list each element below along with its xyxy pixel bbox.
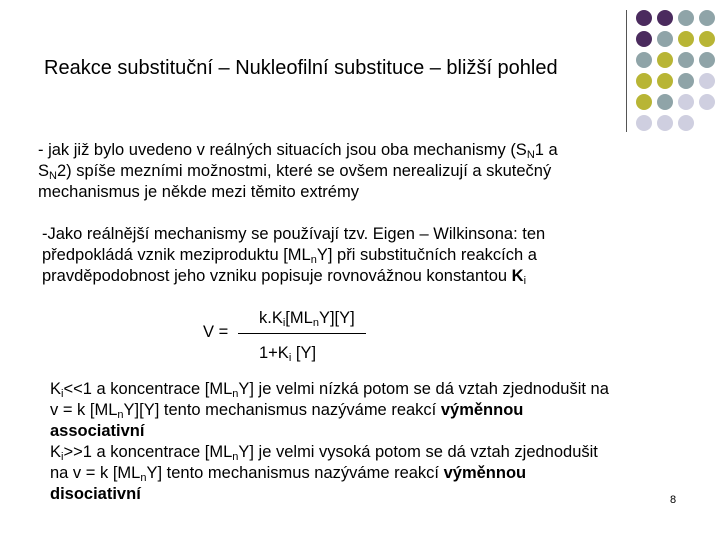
decorative-dot bbox=[699, 10, 715, 26]
decorative-dot bbox=[636, 73, 652, 89]
formula-numerator: $k.K_i[ML_nY][Y]$ bbox=[259, 309, 355, 329]
term-associative: associativní bbox=[50, 422, 145, 440]
fraction-bar bbox=[238, 333, 366, 334]
decorative-dot bbox=[678, 10, 694, 26]
paragraph-limiting-cases: $K_i<<1$ a koncentrace $[ML_nY]$ je velmi nízká potom se dá vztah zjednodušit na v = k $[ML_nY][Y]$ tento mechanismus nazýváme reakcí výměnnou associativní $K_i>>1$ a koncentrace $[ML_nY]$ je velmi vysoká potom se dá vztah zjednodušit na v = k $[ML_nY]$ tento mechanismus nazýváme reakcí výměnnou disociativní bbox=[50, 380, 609, 503]
slide-title: Reakce substituční – Nukleofilní substituce – bližší pohled bbox=[44, 57, 558, 79]
paragraph-eigen-wilkins: -Jako reálnější mechanismy se používají tzv. Eigen – Wilkinsona: ten předpokládá vznik meziproduktu $[ML_nY]$ při substitučních reakcích a pravděpodobnost jeho vzniku popisuje rovnovážnou konstantou $K_i$ bbox=[42, 225, 546, 287]
decorative-dot bbox=[699, 73, 715, 89]
decorative-dot bbox=[678, 31, 694, 47]
decorative-dot bbox=[657, 31, 673, 47]
decorative-dot bbox=[657, 52, 673, 68]
decorative-dot bbox=[678, 115, 694, 131]
formula-denominator: $1+K_i$ [Y] bbox=[259, 344, 317, 364]
decorative-dot bbox=[699, 94, 715, 110]
decorative-dot bbox=[657, 73, 673, 89]
decorative-dot bbox=[636, 31, 652, 47]
decorative-dot bbox=[636, 52, 652, 68]
decorative-dot bbox=[699, 52, 715, 68]
term-dissociative: disociativní bbox=[50, 485, 141, 503]
decorative-dot bbox=[678, 94, 694, 110]
formula-lhs: V = bbox=[203, 323, 229, 341]
decorative-dot bbox=[678, 52, 694, 68]
decorative-dot bbox=[657, 94, 673, 110]
vertical-rule bbox=[626, 10, 627, 132]
paragraph-mechanisms-intro: - jak již bylo uvedeno v reálných situacích jsou oba mechanismy ($S_N1$ a $S_N2$) spíše mezními možnostmi, které se ovšem nerealizují a skutečný mechanismus je někde mezi těmito extrémy bbox=[38, 141, 558, 201]
decorative-dot bbox=[699, 31, 715, 47]
page-number: 8 bbox=[670, 494, 677, 506]
decorative-dot bbox=[678, 73, 694, 89]
decorative-dot bbox=[636, 10, 652, 26]
decorative-dot bbox=[636, 94, 652, 110]
decorative-dot bbox=[657, 10, 673, 26]
decorative-dot bbox=[636, 115, 652, 131]
decorative-dot bbox=[657, 115, 673, 131]
